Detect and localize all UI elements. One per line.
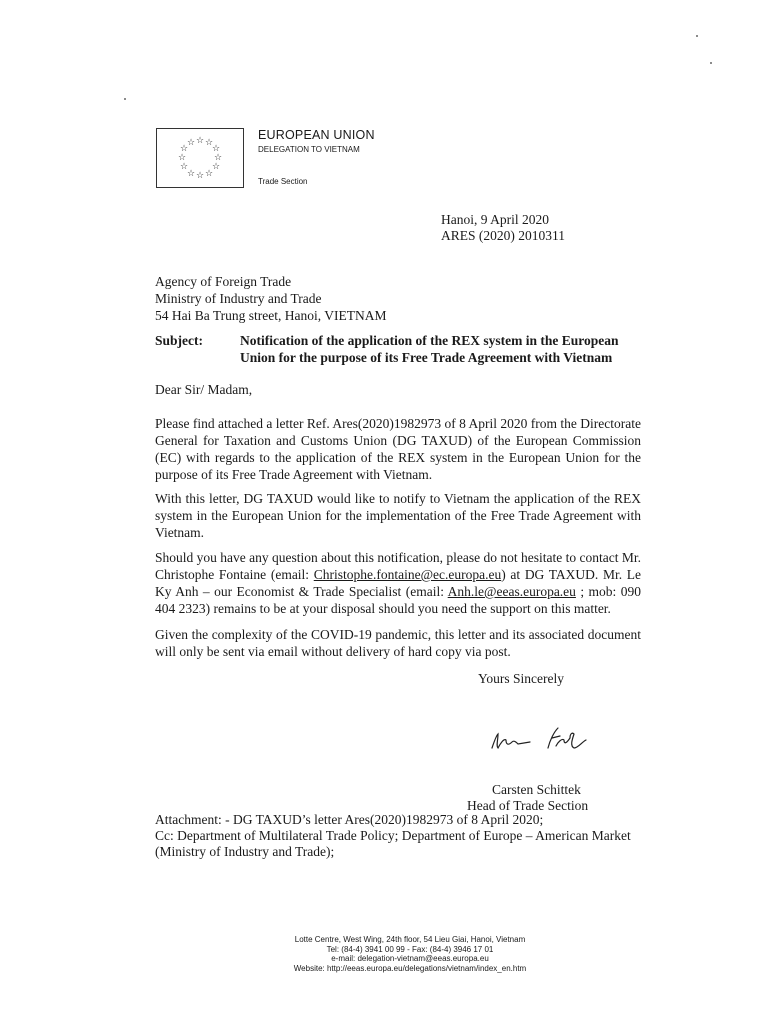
- svg-text:☆: ☆: [205, 138, 214, 148]
- body-paragraph: Given the complexity of the COVID-19 pandemic, this letter and its associated document will only be sent via email without delivery of hard copy via post.: [155, 627, 641, 659]
- body-paragraph: [155, 549, 641, 617]
- paragraph-text: Should you have any question about this notification, please do not hesitate to contact Mr. Christophe Fontaine (email:: [155, 550, 641, 582]
- letter-reference: ARES (2020) 2010311: [441, 228, 565, 243]
- salutation: Dear Sir/ Madam,: [155, 382, 253, 397]
- svg-text:☆: ☆: [180, 144, 189, 154]
- closing: Yours Sincerely: [478, 671, 565, 686]
- svg-text:☆: ☆: [196, 171, 205, 181]
- signer-title: Head of Trade Section: [467, 798, 589, 813]
- recipient-line: 54 Hai Ba Trung street, Hanoi, VIETNAM: [155, 308, 387, 323]
- svg-text:☆: ☆: [212, 144, 221, 154]
- svg-text:☆: ☆: [212, 162, 221, 172]
- svg-text:☆: ☆: [214, 153, 223, 163]
- footer-email: e-mail: delegation-vietnam@eeas.europa.eu: [331, 954, 489, 963]
- subject-label: Subject:: [155, 333, 203, 348]
- email-link-anh-le[interactable]: Anh.le@eeas.europa.eu: [447, 584, 576, 599]
- recipient-address: [155, 273, 386, 324]
- svg-text:☆: ☆: [205, 169, 214, 179]
- org-name: EUROPEAN UNION: [258, 128, 375, 142]
- attachment-line: Attachment: - DG TAXUD’s letter Ares(2020)1982973 of 8 April 2020;: [155, 812, 544, 827]
- recipient-line: Ministry of Industry and Trade: [155, 291, 322, 306]
- subject-text: Notification of the application of the REX system in the European Union for the purpose of its Free Trade Agreement with Vietnam: [240, 333, 619, 365]
- scan-speck: [710, 62, 712, 64]
- footer-phone: Tel: (84-4) 3941 00 99 - Fax: (84-4) 3946 17 01: [326, 944, 494, 954]
- paragraph-text: ; mob: 090 404 2323) remains to be at your disposal should you need the support on this matter.: [155, 584, 641, 616]
- svg-text:☆: ☆: [180, 162, 189, 172]
- footer-address: Lotte Centre, West Wing, 24th floor, 54 Lieu Giai, Hanoi, Vietnam: [294, 935, 526, 944]
- svg-text:☆: ☆: [187, 138, 196, 148]
- svg-text:☆: ☆: [196, 136, 205, 146]
- cc-line: Cc: Department of Multilateral Trade Policy; Department of Europe – American Market: [155, 828, 631, 843]
- body-paragraph: Please find attached a letter Ref. Ares(2020)1982973 of 8 April 2020 from the Directorate General for Taxation and Customs Union (DG TAXUD) of the European Commission (EC) with regards to the application of the REX system in the European Union for the purpose of its Free Trade Agreement with Vietnam.: [155, 416, 641, 482]
- section-name: Trade Section: [258, 177, 308, 186]
- delegation-name: DELEGATION TO VIETNAM: [258, 145, 360, 154]
- svg-text:☆: ☆: [178, 153, 187, 163]
- signer-name: Carsten Schittek: [492, 782, 581, 797]
- letter-date: Hanoi, 9 April 2020: [441, 212, 549, 227]
- footer: [0, 935, 768, 973]
- scan-speck: [124, 98, 126, 100]
- recipient-line: Agency of Foreign Trade: [155, 274, 292, 289]
- paragraph-text: ) at DG TAXUD. Mr. Le Ky Anh – our Economist & Trade Specialist (email:: [155, 567, 641, 599]
- cc-line: (Ministry of Industry and Trade);: [155, 844, 335, 859]
- footer-website: Website: http://eeas.europa.eu/delegations/vietnam/index_en.htm: [293, 963, 527, 973]
- email-link-fontaine[interactable]: Christophe.fontaine@ec.europa.eu: [313, 567, 502, 582]
- eu-stars-icon: [157, 129, 243, 187]
- eu-flag-logo: [156, 128, 244, 188]
- body-paragraph: With this letter, DG TAXUD would like to notify to Vietnam the application of the REX system in the European Union for the implementation of the Free Trade Agreement with Vietnam.: [155, 491, 641, 540]
- scan-speck: [696, 35, 698, 37]
- svg-text:☆: ☆: [187, 169, 196, 179]
- handwritten-signature: [486, 722, 596, 763]
